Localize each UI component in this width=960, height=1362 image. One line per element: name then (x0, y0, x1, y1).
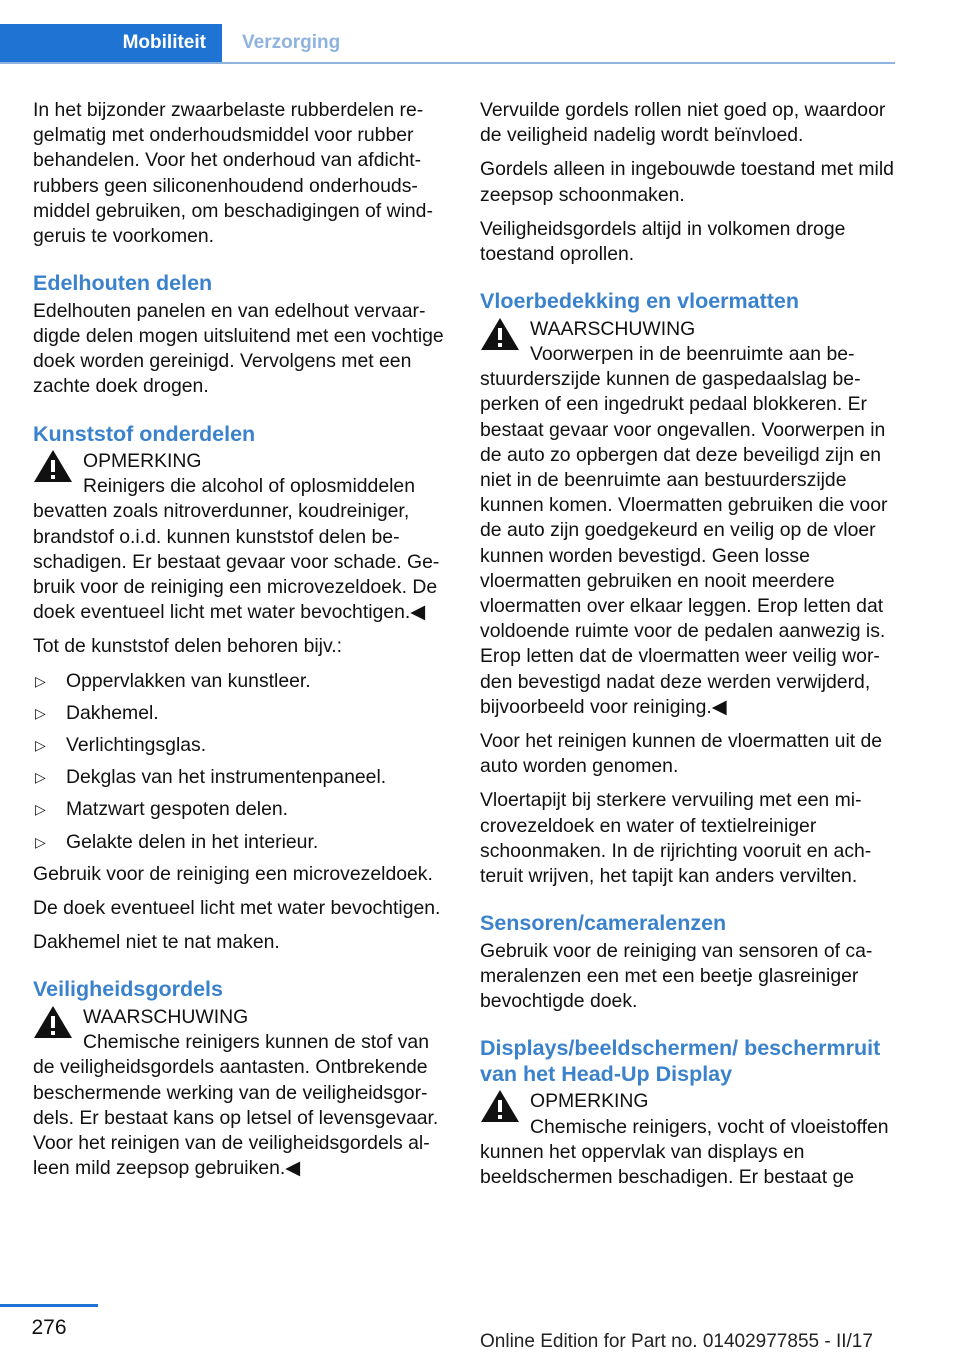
notice-displays-title: OPMERKING (530, 1090, 649, 1113)
plastic-parts-list (33, 669, 449, 855)
bullet-arrow-icon: ▷ (35, 833, 46, 850)
paragraph-installed: Gordels alleen in ingebouwde toestand met mild zeepsop schoonmaken. (480, 158, 894, 206)
heading-plastic: Kunststof onderdelen (33, 421, 256, 446)
notice-plastic-body: Reinigers die alcohol of oplosmiddelen bevatten zoals nitroverdunner, koudreiniger, brandstof o.i.d. kunnen kunststof delen beschadigen. Er bestaat gevaar voor schade. Gebruik voor de reiniging een microvezeldoek. De doek eventueel licht met water bevochtigen.◀ (33, 475, 440, 624)
list-item: ▷ Dakhemel. (33, 701, 449, 726)
warning-belts-title: WAARSCHUWING (83, 1005, 249, 1028)
paragraph-carpet: Vloertapijt bij sterkere vervuiling met een microvezeldoek en water of textielreiniger schoonmaken. In de rijrichting vooruit en achteruit wrijven, het tapijt kan anders vervilten. (480, 789, 872, 887)
notice-displays-body: Chemische reinigers, vocht of vloeistoffen kunnen het oppervlak van displays en beeldschermen beschadigen. Er bestaat ge (480, 1115, 889, 1188)
heading-sensors: Sensoren/cameralenzen (480, 911, 727, 936)
left-column (33, 98, 449, 1190)
paragraph-includes: Tot de kunststof delen behoren bijv.: (33, 635, 343, 658)
notice-displays (480, 1089, 896, 1190)
edition-note: Online Edition for Part no. 01402977855 - II/17 (480, 1331, 873, 1352)
warning-belts-body: Chemische reinigers kunnen de stof van de veiligheidsgordels aantasten. Ontbrekende beschermende werking van de veiligheidsgordels. Er bestaat kans op letsel of levensgevaar. Voor het reinigen van de veiligheidsgordels alleen mild zeepsop gebruiken.◀ (33, 1031, 439, 1180)
warning-triangle-icon (480, 1089, 520, 1123)
bullet-arrow-icon: ▷ (35, 737, 46, 754)
paragraph-wood: Edelhouten panelen en van edelhout vervaardigde delen mogen uitsluitend met een vochtige doek worden gereinigd. Vervolgens met een zachte doek drogen. (33, 299, 444, 398)
warning-floor (480, 317, 896, 720)
paragraph-dirty-belts: Vervuilde gordels rollen niet goed op, waardoor de veiligheid nadelig wordt beïnvloed. (480, 99, 886, 147)
warning-floor-body: Voorwerpen in de beenruimte aan bestuurderszijde kunnen de gaspedaalslag beperken of een ingedrukt pedaal blokkeren. Er bestaat gevaar voor ongevallen. Voorwerpen in de auto zo opbergen dat deze beveiligd zijn en niet in de beenruimte aan bestuurderszijde kunnen komen. Vloermatten gebruiken die voor de auto zijn goedgekeurd en veilig op de vloer kunnen worden bevestigd. Geen losse vloermatten gebruiken en nooit meerdere vloermatten over elkaar leggen. Erop letten dat voldoende ruimte voor de pedalen aanwezig is. Erop letten dat de vloermatten weer veilig worden bevestigd nadat deze werden verwijderd, bijvoorbeeld voor reiniging.◀ (480, 342, 888, 718)
paragraph-damp: De doek eventueel licht met water bevochtigen. (33, 897, 441, 920)
footer-accent-line (0, 1304, 98, 1307)
paragraph-rubber: In het bijzonder zwaarbelaste rubberdelen regelmatig met onderhoudsmiddel voor rubber behandelen. Voor het onderhoud van afdichtrubbers geen siliconenhoudend onderhoudsmiddel gebruiken, om beschadigingen of windgeruis te voorkomen. (33, 99, 433, 248)
warning-floor-title: WAARSCHUWING (530, 317, 696, 340)
right-column (480, 98, 896, 1199)
notice-plastic-title: OPMERKING (83, 450, 202, 473)
list-item: ▷ Matzwart gespoten delen. (33, 797, 449, 822)
list-item: ▷ Oppervlakken van kunstleer. (33, 669, 449, 694)
warning-triangle-icon (33, 449, 73, 483)
section-tabbar (0, 24, 895, 64)
page-number: 276 (31, 1316, 67, 1339)
heading-displays: Displays/beeldschermen/ beschermruit van het Head-Up Display (480, 1036, 881, 1086)
tab-verzorging[interactable]: Verzorging (242, 32, 341, 53)
bullet-arrow-icon: ▷ (35, 672, 46, 689)
bullet-arrow-icon: ▷ (35, 769, 46, 786)
bullet-arrow-icon: ▷ (35, 801, 46, 818)
warning-triangle-icon (33, 1005, 73, 1039)
list-item: ▷ Dekglas van het instrumentenpaneel. (33, 765, 449, 790)
paragraph-dry: Veiligheidsgordels altijd in volkomen droge toestand oprollen. (480, 217, 846, 266)
paragraph-microfiber: Gebruik voor de reiniging een microvezeldoek. (33, 862, 433, 885)
list-item: ▷ Gelakte delen in het interieur. (33, 830, 449, 855)
paragraph-sensors: Gebruik voor de reiniging van sensoren of cameralenzen een met een beetje glasreiniger bevochtigde doek. (480, 939, 873, 1013)
list-item: ▷ Verlichtingsglas. (33, 733, 449, 758)
warning-belts (33, 1005, 449, 1181)
bullet-arrow-icon: ▷ (35, 704, 46, 721)
paragraph-remove-mats: Voor het reinigen kunnen de vloermatten uit de auto worden genomen. (480, 729, 883, 778)
tab-mobiliteit[interactable]: Mobiliteit (0, 24, 222, 62)
heading-wood: Edelhouten delen (33, 271, 213, 296)
notice-plastic (33, 449, 449, 625)
warning-triangle-icon (480, 317, 520, 351)
paragraph-roof: Dakhemel niet te nat maken. (33, 931, 280, 954)
heading-belts: Veiligheidsgordels (33, 977, 223, 1002)
heading-floor: Vloerbedekking en vloermatten (480, 289, 800, 314)
